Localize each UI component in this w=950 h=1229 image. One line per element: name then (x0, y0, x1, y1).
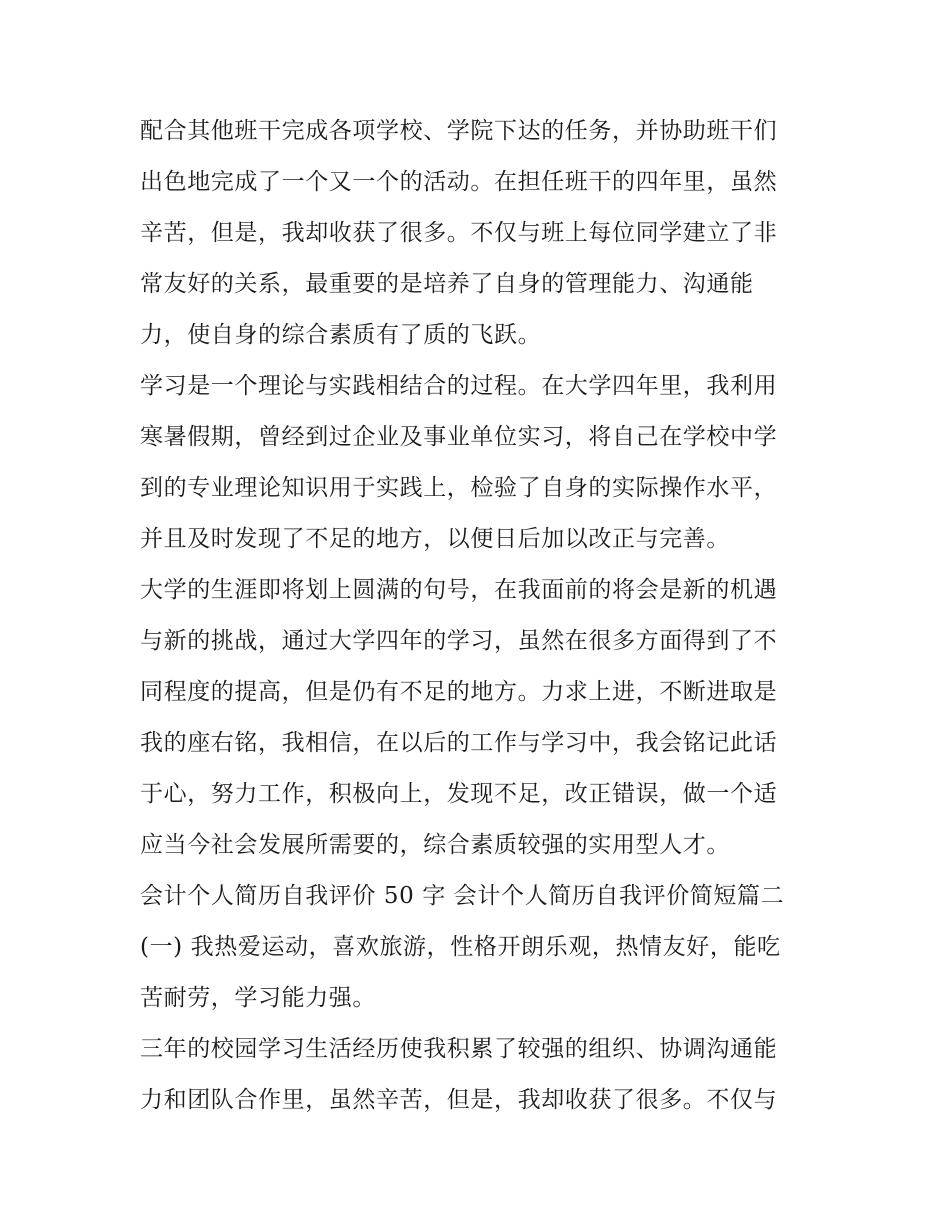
document-body (140, 106, 820, 1126)
text-line: (一) 我热爱运动，喜欢旅游，性格开朗乐观，热情友好，能吃 (140, 934, 781, 960)
text-line: 苦耐劳，学习能力强。 (140, 985, 376, 1011)
text-line: 到的专业理论知识用于实践上，检验了自身的实际操作水平， (140, 475, 778, 501)
text-line: 大学的生涯即将划上圆满的句号，在我面前的将会是新的机遇 (140, 577, 778, 603)
text-line: 于心，努力工作，积极向上，发现不足，改正错误，做一个适 (140, 781, 778, 807)
text-line: 出色地完成了一个又一个的活动。在担任班干的四年里，虽然 (140, 169, 778, 195)
text-line: 常友好的关系，最重要的是培养了自身的管理能力、沟通能 (140, 271, 754, 297)
text-line: 应当今社会发展所需要的，综合素质较强的实用型人才。 (140, 832, 730, 858)
text-line: 辛苦，但是，我却收获了很多。不仅与班上每位同学建立了非 (140, 220, 778, 246)
text-line: 并且及时发现了不足的地方，以便日后加以改正与完善。 (140, 526, 730, 552)
text-line: 力和团队合作里，虽然辛苦，但是，我却收获了很多。不仅与 (140, 1087, 778, 1113)
text-line: 我的座右铭，我相信，在以后的工作与学习中，我会铭记此话 (140, 730, 778, 756)
text-line: 三年的校园学习生活经历使我积累了较强的组织、协调沟通能 (140, 1036, 778, 1062)
text-line: 学习是一个理论与实践相结合的过程。在大学四年里，我利用 (140, 373, 778, 399)
text-line: 与新的挑战，通过大学四年的学习，虽然在很多方面得到了不 (140, 628, 778, 654)
text-line: 同程度的提高，但是仍有不足的地方。力求上进，不断进取是 (140, 679, 778, 705)
text-line: 配合其他班干完成各项学校、学院下达的任务，并协助班干们 (140, 118, 778, 144)
text-line: 力，使自身的综合素质有了质的飞跃。 (140, 322, 542, 348)
section-heading: 会计个人简历自我评价 50 字 会计个人简历自我评价简短篇二 (140, 883, 785, 909)
text-line: 寒暑假期，曾经到过企业及事业单位实习，将自己在学校中学 (140, 424, 778, 450)
